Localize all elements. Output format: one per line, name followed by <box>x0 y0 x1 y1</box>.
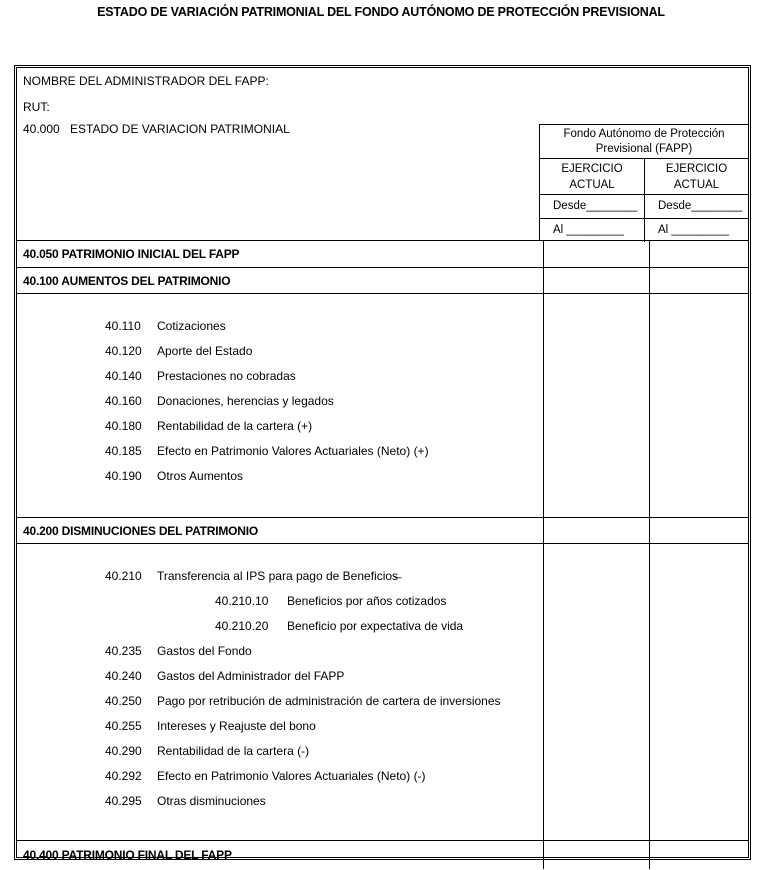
item-code: 40.120 <box>105 344 142 358</box>
list-item <box>17 664 543 689</box>
list-item <box>17 339 543 364</box>
item-label: Aporte del Estado <box>157 344 253 358</box>
item-code: 40.292 <box>105 769 142 783</box>
increases-section <box>17 294 748 518</box>
period-line1: EJERCICIO <box>665 163 728 175</box>
item-label: Transferencia al IPS para pago de Beneficios̶ <box>157 569 399 583</box>
date-from-field-col1[interactable]: Desde________ <box>540 195 644 219</box>
item-code: 40.140 <box>105 369 142 383</box>
list-item <box>17 589 543 614</box>
date-from-row <box>540 195 748 219</box>
list-item <box>17 714 543 739</box>
value-cell[interactable] <box>543 544 649 840</box>
item-code: 40.180 <box>105 419 142 433</box>
item-code: 40.255 <box>105 719 142 733</box>
item-code: 40.210.10 <box>215 594 269 608</box>
period-header-col2 <box>644 159 748 195</box>
item-code: 40.250 <box>105 694 142 708</box>
list-item <box>17 564 543 589</box>
item-code: 40.190 <box>105 469 142 483</box>
item-code: 40.185 <box>105 444 142 458</box>
row-initial-patrimony <box>17 241 748 268</box>
item-code: 40.295 <box>105 794 142 808</box>
fund-header-title <box>540 125 748 159</box>
value-cell[interactable] <box>649 241 748 267</box>
rut-label: RUT: <box>23 100 50 114</box>
patrimonial-variation-table <box>14 65 751 860</box>
period-header-col1 <box>540 159 644 195</box>
value-columns-header <box>539 124 748 241</box>
item-label: Beneficio por expectativa de vida <box>287 619 464 633</box>
item-code: 40.210 <box>105 569 142 583</box>
list-item <box>17 789 543 814</box>
item-code: 40.290 <box>105 744 142 758</box>
row-initial-patrimony-label: 40.050 PATRIMONIO INICIAL DEL FAPP <box>23 247 240 261</box>
row-increases-header <box>17 268 748 294</box>
value-cell[interactable] <box>543 241 649 267</box>
item-label: Gastos del Administrador del FAPP <box>157 669 345 683</box>
increases-items <box>17 294 543 517</box>
item-label: Cotizaciones <box>157 319 226 333</box>
item-code: 40.240 <box>105 669 142 683</box>
item-code: 40.110 <box>105 319 141 333</box>
item-label: Rentabilidad de la cartera (-) <box>157 744 310 758</box>
date-to-field-col2[interactable]: Al _________ <box>644 219 748 242</box>
item-label: Efecto en Patrimonio Valores Actuariales (Neto) (-) <box>157 769 426 783</box>
value-cell[interactable] <box>543 841 649 869</box>
period-line2: ACTUAL <box>569 179 615 191</box>
page-title: ESTADO DE VARIACIÓN PATRIMONIAL DEL FONDO AUTÓNOMO DE PROTECCIÓN PREVISIONAL <box>97 5 665 19</box>
statement-label: ESTADO DE VARIACION PATRIMONIAL <box>70 122 290 136</box>
date-from-field-col2[interactable]: Desde________ <box>644 195 748 219</box>
item-label: Intereses y Reajuste del bono <box>157 719 316 733</box>
value-cell[interactable] <box>649 544 748 840</box>
item-code: 40.210.20 <box>215 619 269 633</box>
item-label: Otras disminuciones <box>157 794 266 808</box>
period-line2: ACTUAL <box>673 179 720 191</box>
value-cell[interactable] <box>543 294 649 517</box>
statement-code: 40.000 <box>23 122 60 136</box>
value-cell[interactable] <box>649 518 748 543</box>
list-item <box>17 614 543 639</box>
value-cell[interactable] <box>649 841 748 869</box>
list-item <box>17 464 543 489</box>
item-label: Beneficios por años cotizados <box>287 594 447 608</box>
list-item <box>17 739 543 764</box>
list-item <box>17 764 543 789</box>
value-cell[interactable] <box>543 518 649 543</box>
row-increases-header-label: 40.100 AUMENTOS DEL PATRIMONIO <box>23 273 231 288</box>
date-to-field-col1[interactable]: Al _________ <box>553 224 624 236</box>
period-header-row <box>540 159 748 195</box>
list-item <box>17 314 543 339</box>
decreases-items <box>17 544 543 840</box>
list-item <box>17 389 543 414</box>
value-cell[interactable] <box>649 294 748 517</box>
list-item <box>17 689 543 714</box>
item-label: Otros Aumentos <box>157 469 244 483</box>
row-decreases-header <box>17 518 748 544</box>
list-item <box>17 414 543 439</box>
row-final-patrimony-label: 40.400 PATRIMONIO FINAL DEL FAPP <box>23 848 232 862</box>
value-cell[interactable] <box>649 268 748 293</box>
fund-header-line2: Previsional (FAPP) <box>595 143 693 155</box>
decreases-section <box>17 544 748 841</box>
item-label: Gastos del Fondo <box>157 644 252 658</box>
item-label: Prestaciones no cobradas <box>157 369 296 383</box>
fund-header-line1: Fondo Autónomo de Protección <box>563 128 725 140</box>
period-line1: EJERCICIO <box>561 163 623 175</box>
value-cell[interactable] <box>543 268 649 293</box>
administrator-name-label: NOMBRE DEL ADMINISTRADOR DEL FAPP: <box>23 74 269 88</box>
row-final-patrimony <box>17 841 748 869</box>
list-item <box>17 364 543 389</box>
row-decreases-header-label: 40.200 DISMINUCIONES DEL PATRIMONIO <box>23 523 259 538</box>
item-label: Rentabilidad de la cartera (+) <box>157 419 313 433</box>
date-to-row <box>540 219 748 242</box>
item-code: 40.235 <box>105 644 142 658</box>
item-code: 40.160 <box>105 394 142 408</box>
table-header-block <box>17 74 748 241</box>
list-item <box>17 639 543 664</box>
list-item <box>17 439 543 464</box>
item-label: Pago por retribución de administración de cartera de inversiones <box>157 694 501 708</box>
item-label: Donaciones, herencias y legados <box>157 394 334 408</box>
item-label: Efecto en Patrimonio Valores Actuariales (Neto) (+) <box>157 444 429 458</box>
